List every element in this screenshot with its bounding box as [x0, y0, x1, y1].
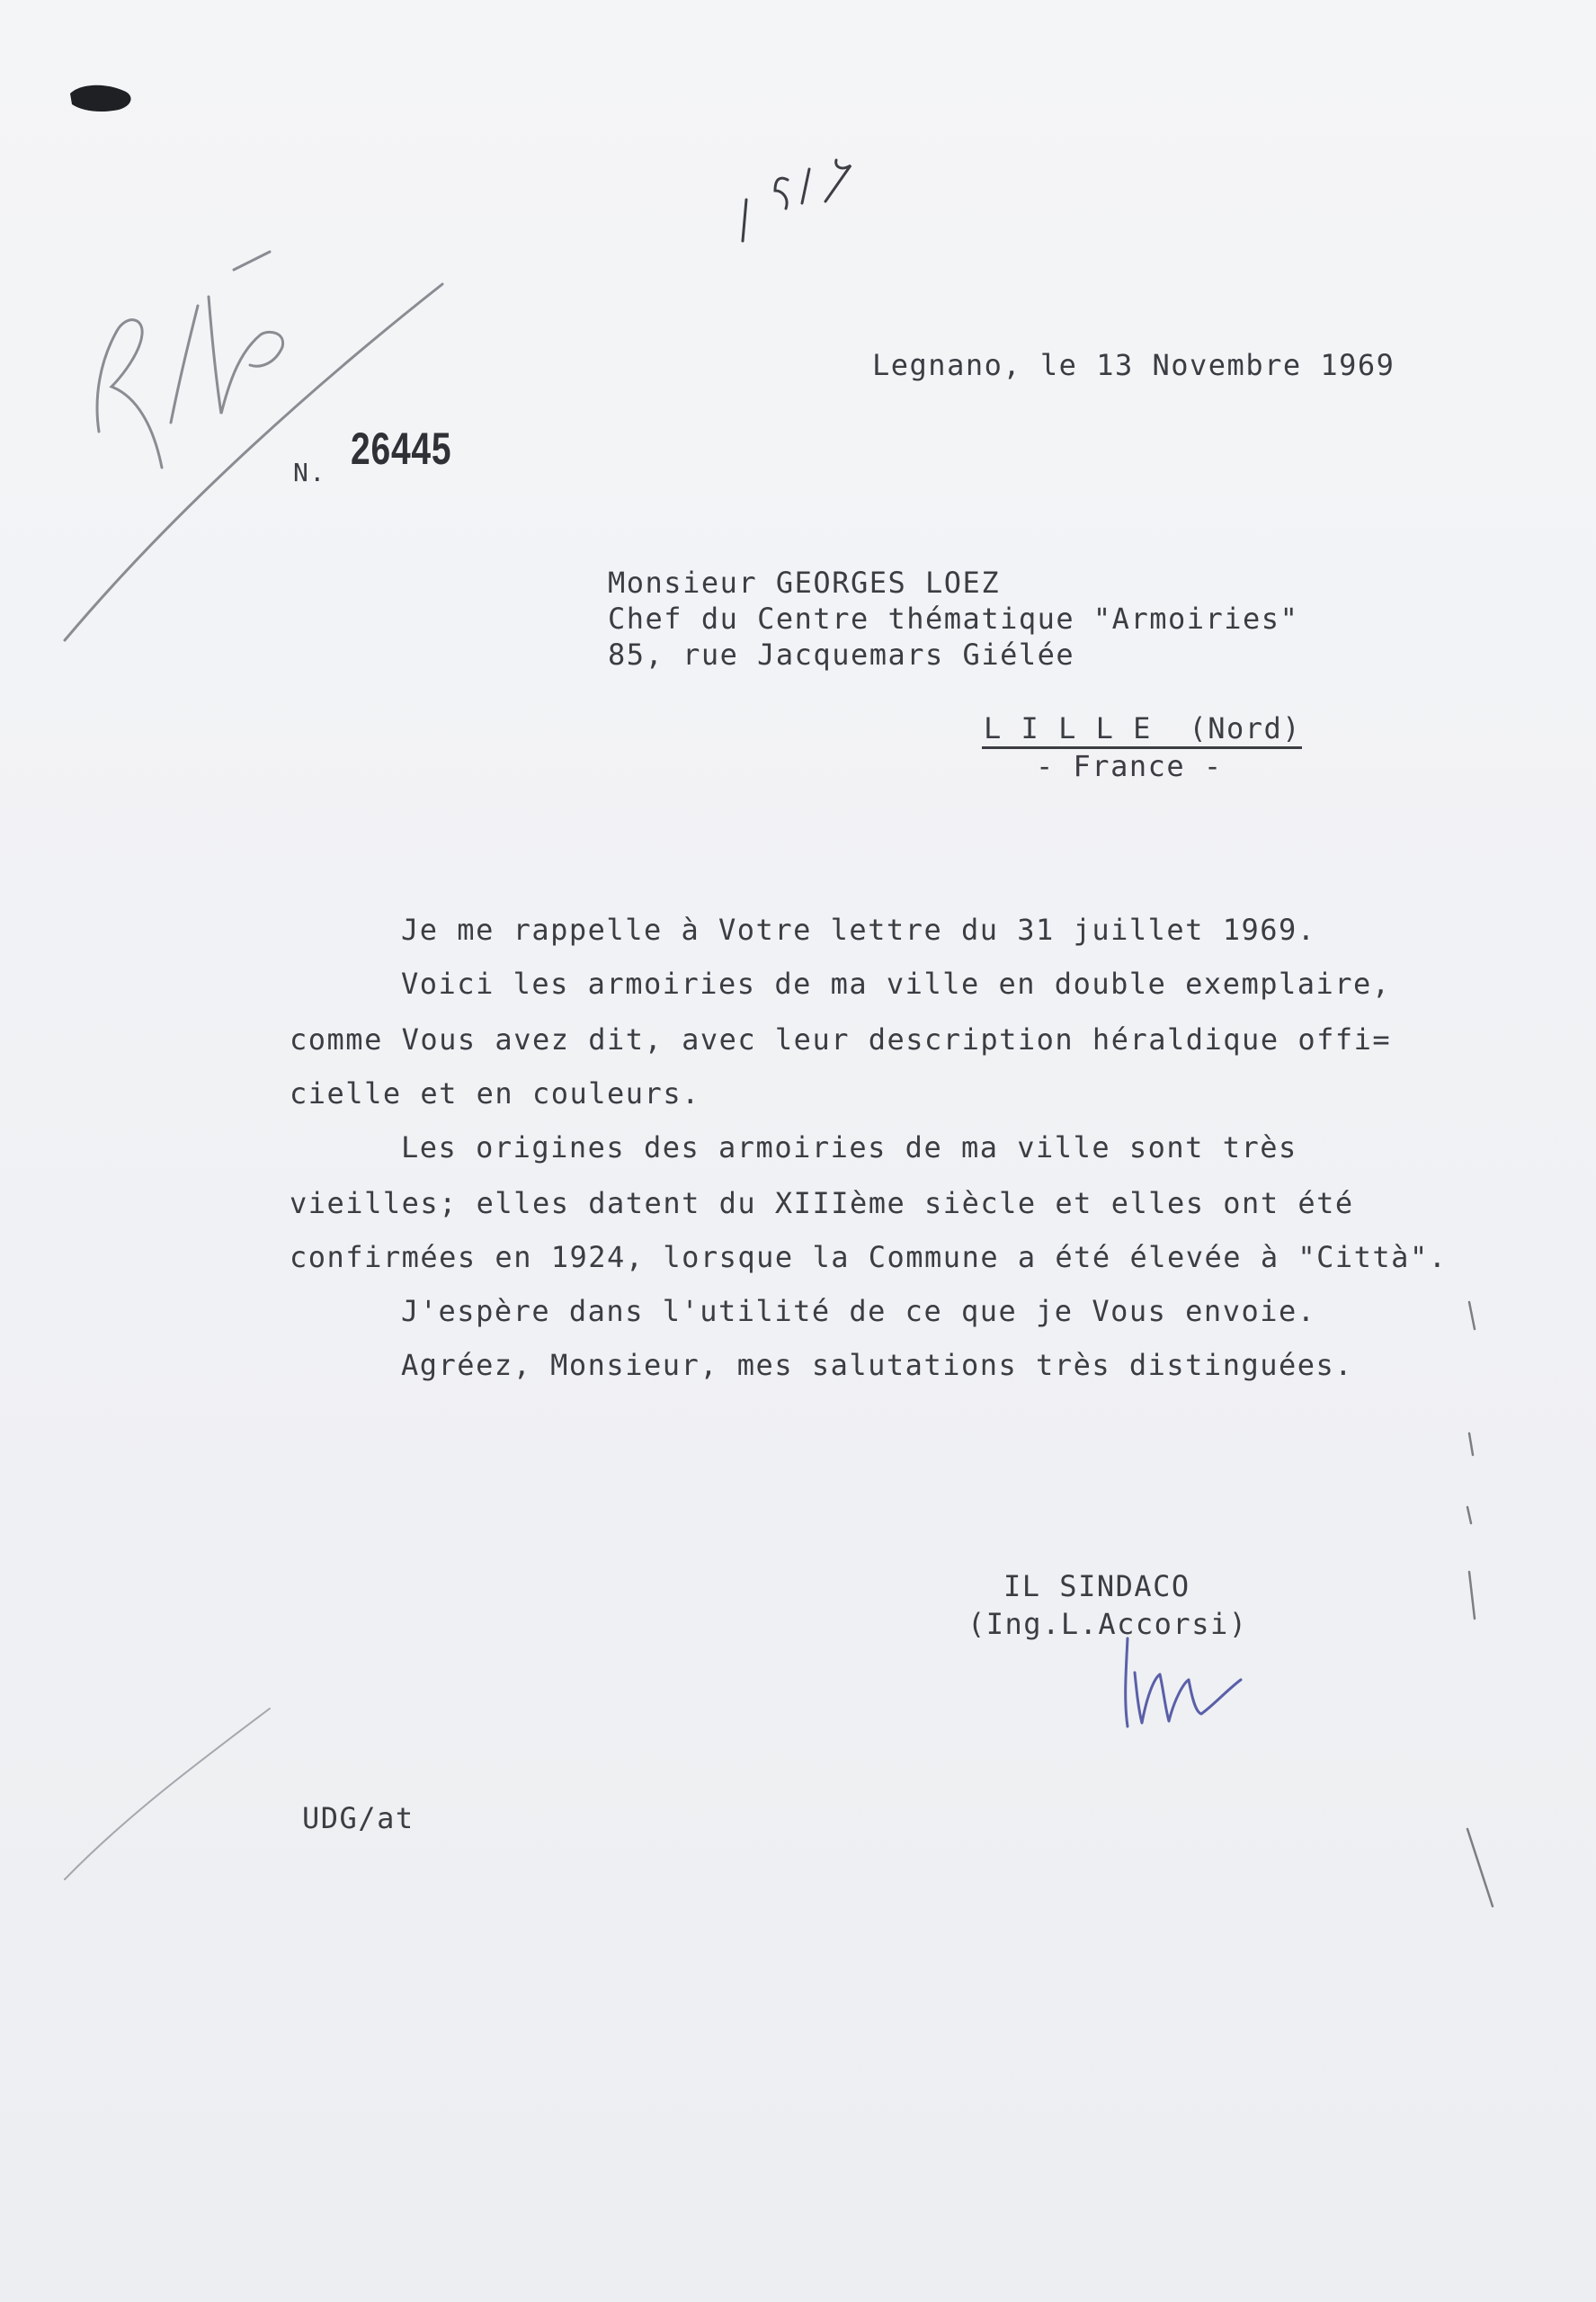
reference-prefix: N. — [293, 458, 326, 487]
body-paragraph-3-line-2: vieilles; elles datent du XIIIème siècle et elles ont été — [290, 1186, 1354, 1220]
body-paragraph-3-line-3: confirmées en 1924, lorsque la Commune a été élevée à "Città". — [290, 1240, 1448, 1274]
pencil-lower-stroke — [65, 1709, 270, 1879]
body-paragraph-4: J'espère dans l'utilité de ce que je Vous envoie. — [401, 1294, 1316, 1328]
recipient-city: L I L L E (Nord) — [984, 711, 1302, 745]
recipient-street: 85, rue Jacquemars Giélée — [608, 638, 1075, 672]
recipient-name: Monsieur GEORGES LOEZ — [608, 566, 1001, 600]
pencil-scribble — [97, 252, 283, 468]
top-annotation — [743, 160, 851, 241]
body-paragraph-2-line-3: cielle et en couleurs. — [290, 1076, 700, 1111]
body-paragraph-1: Je me rappelle à Votre lettre du 31 juillet 1969. — [401, 913, 1316, 947]
recipient-title: Chef du Centre thématique "Armoiries" — [608, 602, 1299, 636]
reference-number: 26445 — [351, 424, 452, 474]
typist-initials: UDG/at — [302, 1801, 415, 1835]
right-margin-marks — [1467, 1302, 1493, 1906]
date-line: Legnano, le 13 Novembre 1969 — [872, 348, 1395, 382]
body-paragraph-2-line-1: Voici les armoiries de ma ville en double exemplaire, — [401, 967, 1391, 1001]
ink-blot — [70, 85, 131, 112]
body-paragraph-3-line-1: Les origines des armoiries de ma ville sont très — [401, 1130, 1297, 1164]
body-paragraph-5: Agréez, Monsieur, mes salutations très distinguées. — [401, 1348, 1354, 1382]
signature-name: (Ing.L.Accorsi) — [967, 1607, 1248, 1641]
recipient-country: - France - — [1036, 749, 1223, 783]
top-annotation-text — [745, 189, 746, 190]
signature-mark — [1126, 1638, 1241, 1726]
signature-title: IL SINDACO — [1003, 1569, 1190, 1603]
body-paragraph-2-line-2: comme Vous avez dit, avec leur description héraldique offi= — [290, 1022, 1392, 1057]
